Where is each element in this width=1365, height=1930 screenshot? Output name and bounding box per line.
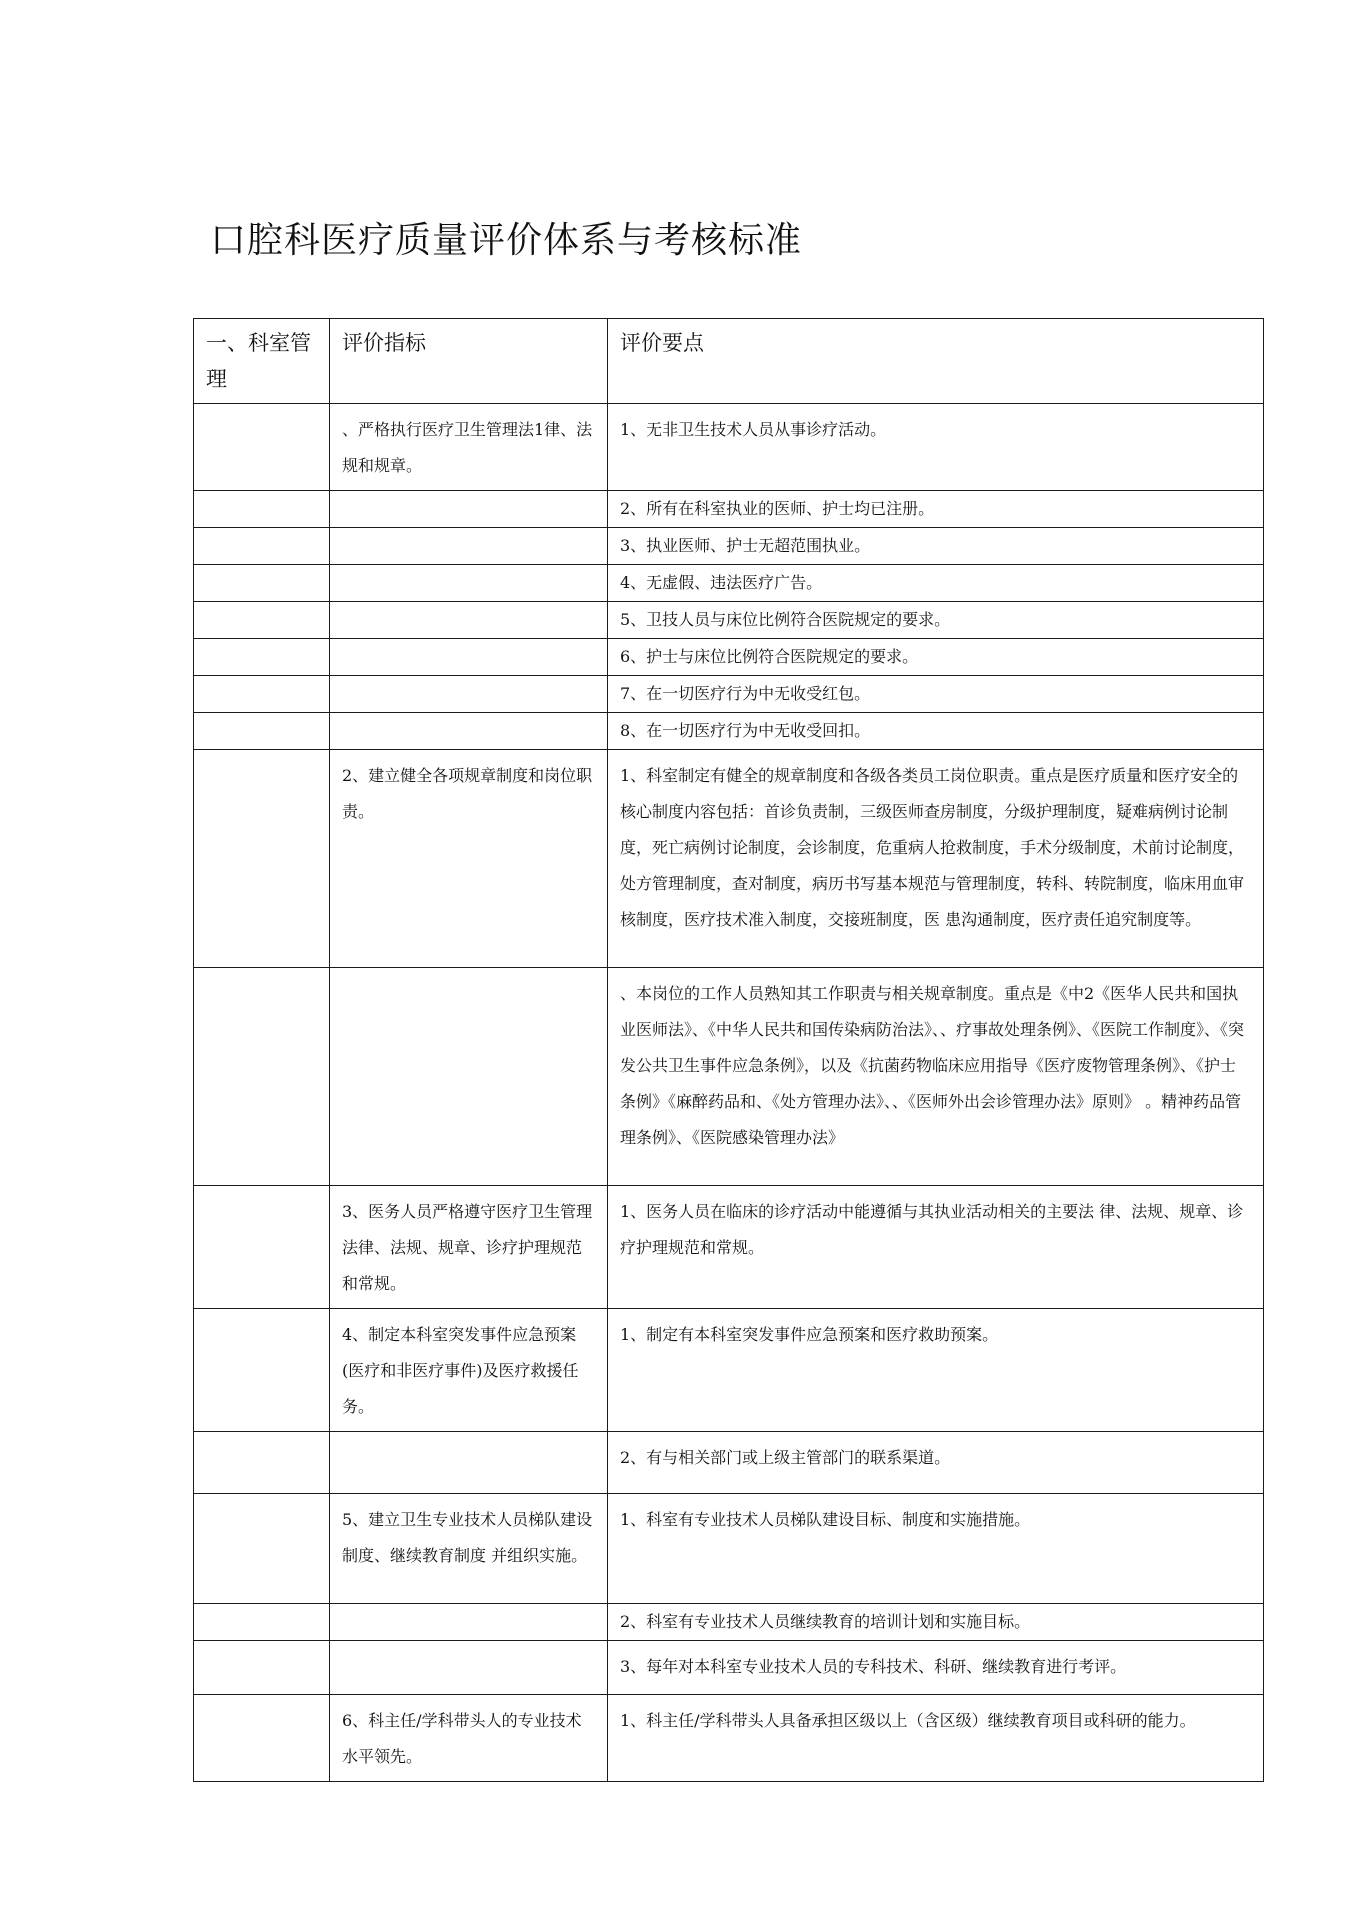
category-cell <box>194 1186 330 1309</box>
table-row <box>194 1432 1264 1494</box>
key-point-cell: 6、护士与床位比例符合医院规定的要求。 <box>608 639 1264 676</box>
indicator-cell <box>330 565 608 602</box>
indicator-cell: 4、制定本科室突发事件应急预案(医疗和非医疗事件)及医疗救援任务。 <box>330 1309 608 1432</box>
category-cell <box>194 528 330 565</box>
header-cell-indicator: 评价指标 <box>330 319 608 404</box>
key-point-cell: 3、执业医师、护士无超范围执业。 <box>608 528 1264 565</box>
key-point-cell: 5、卫技人员与床位比例符合医院规定的要求。 <box>608 602 1264 639</box>
indicator-cell <box>330 1432 608 1494</box>
key-point-cell: 1、科主任/学科带头人具备承担区级以上（含区级）继续教育项目或科研的能力。 <box>608 1695 1264 1782</box>
indicator-cell: 、严格执行医疗卫生管理法1律、法规和规章。 <box>330 404 608 491</box>
table-row <box>194 1186 1264 1309</box>
table-row <box>194 491 1264 528</box>
category-cell <box>194 676 330 713</box>
category-cell <box>194 750 330 968</box>
indicator-cell <box>330 968 608 1186</box>
table-row <box>194 565 1264 602</box>
category-cell <box>194 602 330 639</box>
table-row <box>194 1494 1264 1604</box>
table-row <box>194 750 1264 968</box>
key-point-cell: 1、无非卫生技术人员从事诊疗活动。 <box>608 404 1264 491</box>
key-point-cell: 7、在一切医疗行为中无收受红包。 <box>608 676 1264 713</box>
table-row <box>194 1695 1264 1782</box>
category-cell <box>194 1604 330 1641</box>
document-title: 口腔科医疗质量评价体系与考核标准 <box>210 220 803 261</box>
key-point-cell: 1、科室有专业技术人员梯队建设目标、制度和实施措施。 <box>608 1494 1264 1604</box>
key-point-cell: 4、无虚假、违法医疗广告。 <box>608 565 1264 602</box>
table-row <box>194 968 1264 1186</box>
table-row <box>194 528 1264 565</box>
evaluation-table <box>193 318 1264 1782</box>
category-cell <box>194 1309 330 1432</box>
indicator-cell <box>330 676 608 713</box>
category-cell <box>194 1432 330 1494</box>
table-row <box>194 1309 1264 1432</box>
table-row <box>194 404 1264 491</box>
indicator-cell <box>330 713 608 750</box>
key-point-cell: 、本岗位的工作人员熟知其工作职责与相关规章制度。重点是《中2《医华人民共和国执业医师法》、《中华人民共和国传染病防治法》、、疗事故处理条例》、《医院工作制度》、《突发公共卫生事件应急条例》，以及《抗菌药物临床应用指导《医疗废物管理条例》、《护士条例》《麻醉药品和、《处方管理办法》、、《医师外出会诊管理办法》原则》 。精神药品管理条例》、《医院感染管理办法》 <box>608 968 1264 1186</box>
key-point-cell: 1、制定有本科室突发事件应急预案和医疗救助预案。 <box>608 1309 1264 1432</box>
table-row <box>194 639 1264 676</box>
table-header-row <box>194 319 1264 404</box>
category-cell <box>194 404 330 491</box>
table-row <box>194 1604 1264 1641</box>
header-cell-key-points: 评价要点 <box>608 319 1264 404</box>
key-point-cell: 8、在一切医疗行为中无收受回扣。 <box>608 713 1264 750</box>
table-row <box>194 713 1264 750</box>
key-point-cell: 1、科室制定有健全的规章制度和各级各类员工岗位职责。重点是医疗质量和医疗安全的核心制度内容包括：首诊负责制，三级医师查房制度，分级护理制度，疑难病例讨论制度，死亡病例讨论制度，会诊制度，危重病人抢救制度，手术分级制度，术前讨论制度，处方管理制度，查对制度，病历书写基本规范与管理制度，转科、转院制度，临床用血审核制度，医疗技术准入制度，交接班制度，医 患沟通制度，医疗责任追究制度等。 <box>608 750 1264 968</box>
indicator-cell <box>330 491 608 528</box>
category-cell <box>194 565 330 602</box>
category-cell <box>194 1494 330 1604</box>
indicator-cell: 5、建立卫生专业技术人员梯队建设制度、继续教育制度 并组织实施。 <box>330 1494 608 1604</box>
table-body <box>194 319 1264 1782</box>
indicator-cell <box>330 1604 608 1641</box>
category-cell <box>194 713 330 750</box>
header-cell-category: 一、科室管理 <box>194 319 330 404</box>
table-row <box>194 676 1264 713</box>
indicator-cell <box>330 1641 608 1695</box>
indicator-cell <box>330 639 608 676</box>
category-cell <box>194 1641 330 1695</box>
category-cell <box>194 1695 330 1782</box>
table-row <box>194 602 1264 639</box>
table-row <box>194 1641 1264 1695</box>
key-point-cell: 1、医务人员在临床的诊疗活动中能遵循与其执业活动相关的主要法 律、法规、规章、诊疗护理规范和常规。 <box>608 1186 1264 1309</box>
key-point-cell: 3、每年对本科室专业技术人员的专科技术、科研、继续教育进行考评。 <box>608 1641 1264 1695</box>
key-point-cell: 2、科室有专业技术人员继续教育的培训计划和实施目标。 <box>608 1604 1264 1641</box>
category-cell <box>194 639 330 676</box>
category-cell <box>194 968 330 1186</box>
key-point-cell: 2、所有在科室执业的医师、护士均已注册。 <box>608 491 1264 528</box>
indicator-cell <box>330 528 608 565</box>
indicator-cell <box>330 602 608 639</box>
indicator-cell: 2、建立健全各项规章制度和岗位职责。 <box>330 750 608 968</box>
indicator-cell: 3、医务人员严格遵守医疗卫生管理法律、法规、规章、诊疗护理规范和常规。 <box>330 1186 608 1309</box>
indicator-cell: 6、科主任/学科带头人的专业技术水平领先。 <box>330 1695 608 1782</box>
key-point-cell: 2、有与相关部门或上级主管部门的联系渠道。 <box>608 1432 1264 1494</box>
category-cell <box>194 491 330 528</box>
